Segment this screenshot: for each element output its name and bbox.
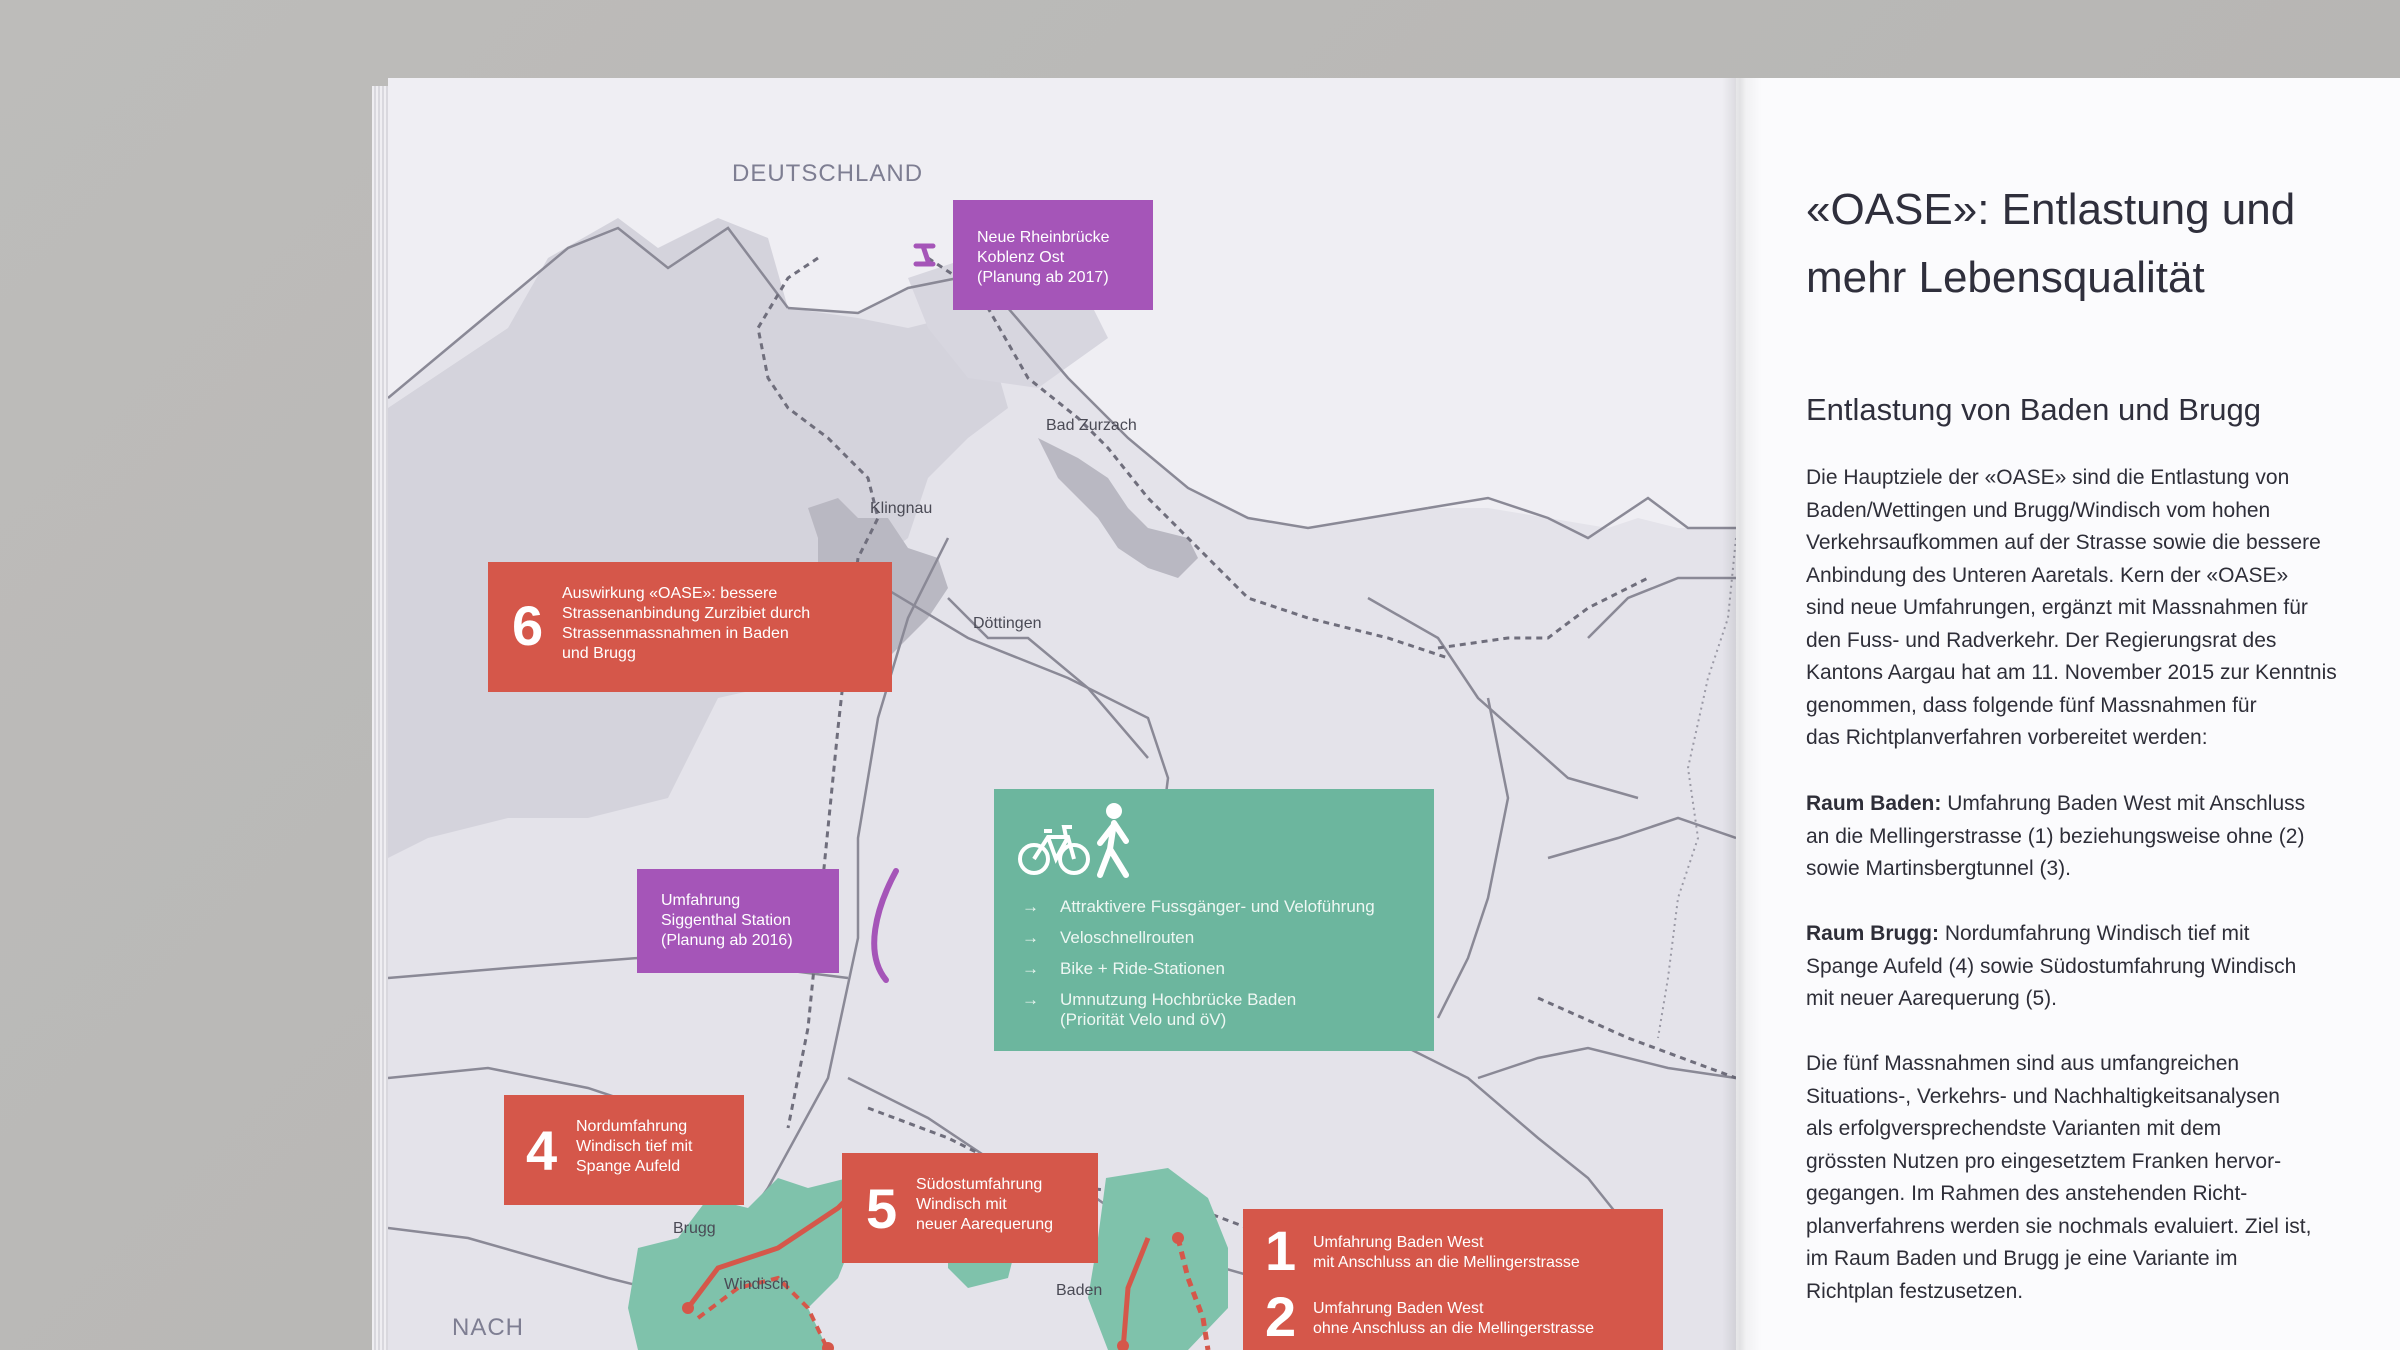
paragraph-1-line: Anbindung des Unteren Aaretals. Kern der «OASE» [1806,563,2289,587]
box-measure-6-text: Auswirkung «OASE»: bessere Strassenanbindung Zurzibiet durch Strassenmassnahmen in Baden und Brugg [562,585,811,662]
box-measure-5 [842,1153,1098,1263]
place-label-baden: Baden [1056,1282,1103,1299]
paragraph-raum-baden [1806,788,2376,886]
arrow-right-icon: → [1022,990,1039,1009]
paragraph-4-line: gegangen. Im Rahmen des anstehenden Richt- [1806,1182,2248,1205]
box-measure-4 [504,1095,744,1205]
green-item-1 [1022,897,1375,917]
paragraph-4-line: grössten Nutzen pro eingesetztem Franken hervor- [1806,1149,2282,1173]
country-label-deutschland: DEUTSCHLAND [732,160,924,187]
box-measure-4-number: 4 [526,1119,558,1182]
paragraph-3-line [1806,918,2376,951]
green-item-1-text: Attraktivere Fussgänger- und Veloführung [1060,897,1375,916]
box-measure-2-text: Umfahrung Baden West ohne Anschluss an die Mellingerstrasse [1313,1300,1595,1337]
paragraph-4-line: planverfahrens werden sie nochmals evaluiert. Ziel ist, [1806,1214,2312,1238]
paragraph-raum-brugg [1806,918,2376,1016]
paragraph-1-line: Baden/Wettingen und Brugg/Windisch vom hohen [1806,498,2271,522]
green-item-4 [1022,990,1296,1030]
green-item-2 [1022,928,1194,948]
arrow-right-icon: → [1022,897,1039,916]
paragraph-1-line: genommen, dass folgende fünf Massnahmen für [1806,693,2257,717]
paragraph-2-line: an die Mellingerstrasse (1) beziehungsweise ohne (2) [1806,824,2305,848]
box-measure-6-number: 6 [512,594,544,657]
box-measure-1-2 [1243,1209,1663,1350]
arrow-right-icon: → [1022,928,1039,947]
paragraph-4 [1806,1048,2376,1308]
place-label-dottingen: Döttingen [973,615,1042,632]
box-measure-5-text: Südostumfahrung Windisch mit neuer Aarequerung [916,1176,1053,1233]
box-neue-rheinbruecke [953,200,1153,310]
box-umfahrung-siggenthal-text: Umfahrung Siggenthal Station (Planung ab 2016) [661,892,793,949]
paragraph-1-line: sind neue Umfahrungen, ergänzt mit Massnahmen für [1806,596,2308,619]
paragraph-2-line-text: Umfahrung Baden West mit Anschluss [1941,792,2306,815]
page-title-line-2: mehr Lebensqualität [1806,253,2205,302]
place-label-klingnau: Klingnau [870,500,933,517]
paragraph-1-line: den Fuss- und Radverkehr. Der Regierungsrat des [1806,628,2277,652]
paragraph-1-line: Kantons Aargau hat am 11. November 2015 zur Kenntnis [1806,661,2337,684]
place-label-bad-zurzach: Bad Zurzach [1046,417,1137,434]
book-gutter [1722,78,1762,1350]
paragraph-4-line: Richtplan festzusetzen. [1806,1279,2024,1303]
paragraph-3-line-text: Nordumfahrung Windisch tief mit [1939,922,2250,945]
paragraph-1-line: Verkehrsaufkommen auf der Strasse sowie die bessere [1806,531,2321,554]
raum-baden-label: Raum Baden: [1806,792,1942,815]
box-measure-1-text: Umfahrung Baden West mit Anschluss an die Mellingerstrasse [1313,1234,1580,1271]
box-measure-1-number: 1 [1265,1219,1297,1282]
green-item-2-text: Veloschnellrouten [1060,928,1195,947]
paragraph-1 [1806,462,2376,755]
box-measure-2-number: 2 [1265,1285,1297,1348]
left-page-map [388,78,1736,1350]
box-measure-6 [488,562,892,692]
paragraph-4-line: als erfolgversprechendste Varianten mit dem [1806,1117,2222,1140]
page-title [1806,176,2295,312]
paragraph-2-line [1806,788,2376,821]
box-measure-4-text: Nordumfahrung Windisch tief mit Spange Aufeld [576,1118,693,1175]
paragraph-2-line: sowie Martinsbergtunnel (3). [1806,857,2071,880]
paragraph-4-line: im Raum Baden und Brugg je eine Variante im [1806,1247,2238,1270]
box-measure-5-number: 5 [866,1177,898,1240]
green-item-4-text: Umnutzung Hochbrücke Baden (Priorität Velo und öV) [1060,990,1297,1029]
green-item-3-text: Bike + Ride-Stationen [1060,959,1225,978]
page-title-line-1: «OASE»: Entlastung und [1806,185,2296,234]
route-rheinbruecke [916,246,933,264]
box-neue-rheinbruecke-text: Neue Rheinbrücke Koblenz Ost (Planung ab 2017) [977,229,1110,286]
place-label-windisch: Windisch [724,1276,789,1293]
pedestrian-icon [1092,801,1136,879]
box-umfahrung-siggenthal [637,869,839,973]
paragraph-3-line: mit neuer Aarequerung (5). [1806,987,2057,1010]
section-subtitle: Entlastung von Baden und Brugg [1806,392,2262,427]
green-item-3 [1022,959,1225,979]
paragraph-3-line: Spange Aufeld (4) sowie Südostumfahrung Windisch [1806,954,2297,978]
paragraph-1-line: Die Hauptziele der «OASE» sind die Entlastung von [1806,466,2290,489]
box-fuss-velo [994,789,1434,1051]
country-label-bottom: NACH [452,1314,525,1341]
paragraph-4-line: Die fünf Massnahmen sind aus umfangreichen [1806,1052,2240,1075]
arrow-right-icon: → [1022,959,1039,978]
raum-brugg-label: Raum Brugg: [1806,922,1939,945]
place-label-brugg: Brugg [673,1220,716,1237]
paragraph-4-line: Situations-, Verkehrs- und Nachhaltigkeitsanalysen [1806,1084,2280,1108]
paragraph-1-line: das Richtplanverfahren vorbereitet werden: [1806,726,2208,749]
